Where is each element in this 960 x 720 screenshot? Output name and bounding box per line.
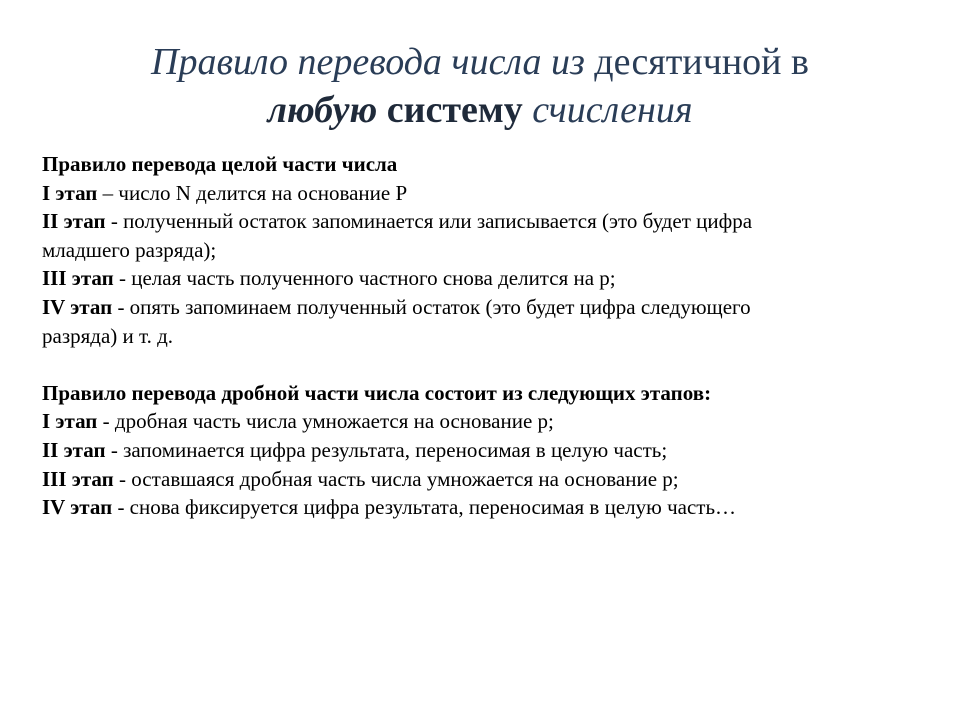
integer-step-4-continued: разряда) и т. д.: [42, 323, 174, 348]
step-text: - запоминается цифра результата, переносимая в целую часть;: [105, 437, 668, 462]
step-label: IV этап: [42, 294, 113, 319]
step-label: I этап: [42, 409, 98, 434]
title-part-2: десятичной в: [594, 41, 809, 83]
step-label: II этап: [42, 209, 106, 234]
title-part-1: Правило перевода числа из: [151, 41, 595, 83]
step-label: III этап: [42, 266, 114, 291]
fraction-rule-heading: Правило перевода дробной части числа состоит из следующих этапов:: [42, 380, 712, 405]
fraction-step-3: [42, 465, 952, 494]
integer-step-1: [42, 179, 952, 208]
step-label: IV этап: [42, 495, 113, 520]
title-line-2: [0, 86, 960, 134]
paragraph-gap: [42, 350, 952, 379]
title-part-5: систему: [386, 89, 523, 131]
integer-rule-heading: Правило перевода целой части числа: [42, 152, 398, 176]
step-text: - полученный остаток запоминается или записывается (это будет цифра: [105, 209, 753, 234]
fraction-step-4: [42, 493, 952, 522]
step-label: II этап: [42, 437, 106, 462]
step-text: - снова фиксируется цифра результата, переносимая в целую часть…: [112, 495, 737, 520]
integer-step-4: [42, 293, 952, 322]
slide-title: [0, 38, 960, 134]
step-text: - целая часть полученного частного снова делится на р;: [113, 266, 616, 291]
step-text: - оставшаяся дробная часть числа умножается на основание р;: [113, 466, 679, 491]
step-text: – число N делится на основание Р: [97, 180, 408, 205]
title-part-6: счисления: [522, 89, 693, 131]
title-part-4: [377, 89, 387, 131]
step-label: I этап: [42, 180, 98, 205]
slide-body: [42, 150, 952, 522]
step-label: III этап: [42, 466, 114, 491]
fraction-step-1: [42, 407, 952, 436]
fraction-step-2: [42, 436, 952, 465]
title-line-1: [0, 38, 960, 86]
step-text: - опять запоминаем полученный остаток (это будет цифра следующего: [112, 294, 751, 319]
integer-step-2: [42, 207, 952, 236]
integer-step-2-continued: младшего разряда);: [42, 237, 217, 262]
title-part-3: любую: [267, 89, 378, 131]
integer-step-3: [42, 264, 952, 293]
step-text: - дробная часть числа умножается на основание р;: [97, 409, 554, 434]
